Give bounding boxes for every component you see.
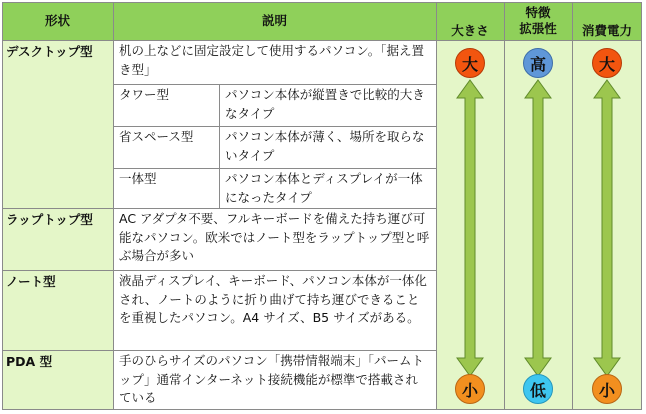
expandability-low-badge: 低: [523, 374, 553, 404]
grid-line: [2, 208, 436, 209]
type-laptop: ラップトップ型: [2, 208, 113, 270]
subtype-allinone: 一体型: [113, 168, 219, 208]
grid-line: [572, 2, 573, 410]
grid-line: [2, 40, 642, 41]
type-pda: PDA 型: [2, 350, 113, 410]
grid-line: [504, 2, 505, 410]
grid-line: [2, 2, 3, 410]
size-arrow: [452, 78, 488, 378]
header-size-label: 大きさ: [451, 22, 489, 38]
grid-line: [113, 126, 436, 127]
grid-line: [113, 2, 114, 410]
expandability-high-badge: 高: [523, 48, 553, 78]
subtype-slim: 省スペース型: [113, 126, 219, 168]
subtype-tower: タワー型: [113, 84, 219, 126]
header-size: [436, 2, 504, 40]
grid-line: [2, 350, 436, 351]
header-feature: [504, 2, 572, 40]
size-high-badge: 大: [455, 48, 485, 78]
header-expandability-label: 拡張性: [519, 21, 557, 36]
size-low-badge: 小: [455, 374, 485, 404]
header-type: 形状: [2, 2, 113, 40]
desc-laptop: AC アダプタ不要、フルキーボードを備えた持ち運び可能なパソコン。欧米ではノート型をラップトップ型と呼ぶ場合が多い: [113, 208, 436, 270]
grid-line: [641, 2, 642, 410]
grid-line: [2, 270, 436, 271]
grid-line: [113, 84, 436, 85]
power-arrow: [589, 78, 625, 378]
header-power: [572, 2, 642, 40]
power-low-badge: 小: [592, 374, 622, 404]
grid-line: [113, 168, 436, 169]
subtype-slim-desc: パソコン本体が薄く、場所を取らないタイプ: [219, 126, 436, 168]
expandability-arrow: [520, 78, 556, 378]
grid-line: [2, 409, 642, 410]
power-high-badge: 大: [592, 48, 622, 78]
header-power-label: 消費電力: [581, 22, 632, 38]
header-feature-label: 特徴: [525, 5, 551, 20]
desc-pda: 手のひらサイズのパソコン「携帯情報端末」「パームトップ」通常インターネット接続機能が標準で搭載されている: [113, 350, 436, 410]
pc-types-table: [2, 2, 642, 410]
header-description: 説明: [113, 2, 436, 40]
subtype-allinone-desc: パソコン本体とディスプレイが一体になったタイプ: [219, 168, 436, 208]
grid-line: [2, 2, 642, 3]
desc-notebook: 液晶ディスプレイ、キーボード、パソコン本体が一体化され、ノートのように折り曲げて持ち運びできることを重視したパソコン。A4 サイズ、B5 サイズがある。: [113, 270, 436, 350]
subtype-tower-desc: パソコン本体が縦置きで比較的大きなタイプ: [219, 84, 436, 126]
grid-line: [436, 2, 437, 410]
grid-line: [219, 84, 220, 208]
type-notebook: ノート型: [2, 270, 113, 350]
desc-desktop: 机の上などに固定設定して使用するパソコン。「据え置き型」: [113, 40, 436, 84]
type-desktop: デスクトップ型: [2, 40, 113, 208]
